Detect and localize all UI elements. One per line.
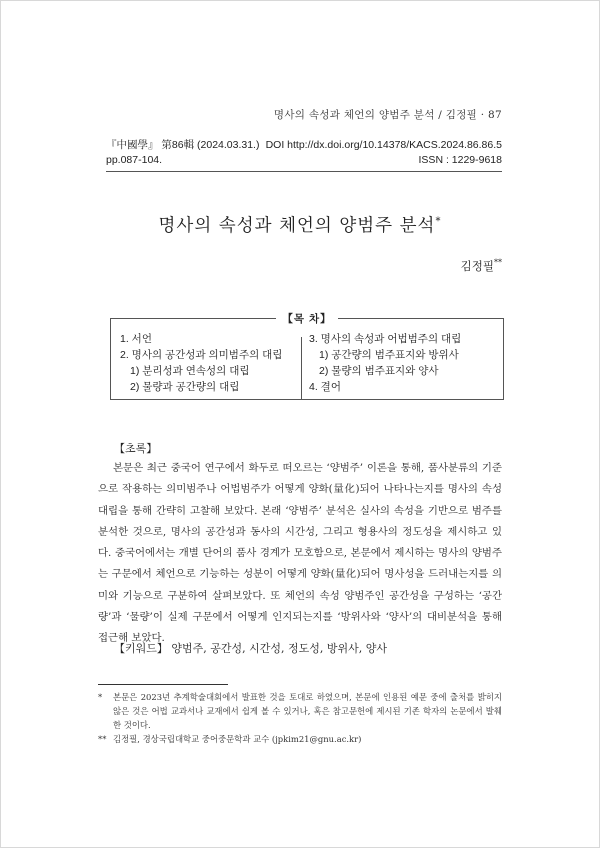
toc-item: 1) 분리성과 연속성의 대립 xyxy=(130,365,250,377)
toc-divider xyxy=(301,337,302,399)
citation-block xyxy=(106,138,502,172)
toc-item: 4. 결어 xyxy=(309,381,341,393)
toc-item: 2) 물량과 공간량의 대립 xyxy=(130,381,240,393)
footnote-mark: ** xyxy=(98,734,107,744)
footnote-rule xyxy=(98,684,228,685)
citation-rule xyxy=(106,171,502,172)
paper-title xyxy=(0,212,600,237)
footnote-text: 본문은 2023년 추계학술대회에서 발표한 것을 토대로 하였으며, 본문에 인용된 예문 중에 출처를 밝히지 않은 것은 어법 교과서나 교재에서 쉽게 볼 수 있거나, 혹은 참고문헌에 제시된 기존 학자의 논문에서 발췌한 것이다. xyxy=(113,692,502,730)
toc-left-column xyxy=(120,331,302,395)
author-name xyxy=(461,258,502,274)
footnote-text: 김정필, 경상국립대학교 중어중문학과 교수 (jpkim21@gnu.ac.kr) xyxy=(113,734,362,744)
toc-item: 1. 서언 xyxy=(120,333,152,345)
toc-right-column xyxy=(309,331,499,395)
footnote-mark: * xyxy=(98,692,103,702)
keywords: 【키워드】 양범주, 공간성, 시간성, 정도성, 방위사, 양사 xyxy=(114,642,387,655)
page-range: pp.087-104. xyxy=(106,154,163,166)
doi-link[interactable]: DOI http://dx.doi.org/10.14378/KACS.2024.86.86.5 xyxy=(265,139,502,151)
footnote xyxy=(98,690,502,732)
issn: ISSN : 1229-9618 xyxy=(418,154,502,166)
author-footnote-mark: ** xyxy=(494,258,502,268)
abstract-body: 본문은 최근 중국어 연구에서 화두로 떠오르는 ‘양범주’ 이론을 통해, 품사분류의 기준으로 작용하는 의미범주나 어법범주가 어떻게 양화(量化)되어 나타나는지를 명사의 속성 대립을 통해 간략히 고찰해 보았다. 본래 ‘양범주’ 분석은 실사의 속성을 기반으로 범주를 분석한 것으로, 명사의 공간성과 동사의 시간성, 그리고 형용사의 정도성을 제시하고 있다. 중국어에서는 개별 단어의 품사 경계가 모호함으로, 본문에서 제시하는 명사의 양범주는 구문에서 체언으로 기능하는 성분이 어떻게 양화(量化)되어 명사성을 드러내는지를 의미와 기능으로 구분하여 살펴보았다. 또 체언의 속성 양범주인 공간성을 구성하는 ‘공간량’과 ‘물량’이 실제 구문에서 어떻게 인지되는지를 ‘방위사와 ‘양사’의 대비분석을 통해 접근해 보았다. xyxy=(98,462,502,645)
abstract-label: 【초록】 xyxy=(114,442,158,455)
title-footnote-mark: * xyxy=(435,216,442,228)
author-text: 김정필 xyxy=(460,259,494,273)
table-of-contents xyxy=(110,313,504,400)
toc-item: 2. 명사의 공간성과 의미범주의 대립 xyxy=(120,349,283,361)
footnotes xyxy=(98,690,502,746)
footnote xyxy=(98,732,502,746)
toc-item: 1) 공간량의 범주표지와 방위사 xyxy=(319,349,459,361)
running-header: 명사의 속성과 체언의 양범주 분석 / 김정필 · 87 xyxy=(273,109,502,121)
journal-info: 『中國學』 第86輯 (2024.03.31.) xyxy=(106,139,260,151)
toc-item: 3. 명사의 속성과 어법범주의 대립 xyxy=(309,333,462,345)
toc-item: 2) 물량의 범주표지와 양사 xyxy=(319,365,439,377)
title-text: 명사의 속성과 체언의 양범주 분석 xyxy=(158,216,436,236)
toc-heading: 【목 차】 xyxy=(111,311,503,326)
